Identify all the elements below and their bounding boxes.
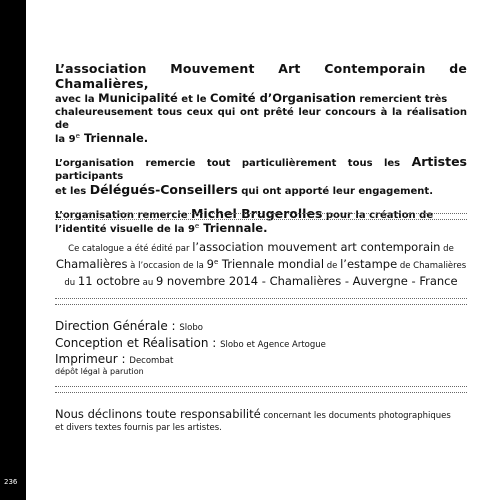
thanks-text: l’identité visuelle de la 9 <box>55 224 195 235</box>
city-name: Chamalières <box>55 257 128 271</box>
thanks-paragraph-2 <box>55 155 467 198</box>
disclaimer-fragment: et divers textes fournis par les artistes. <box>55 423 222 433</box>
credits-section <box>55 318 467 377</box>
disclaimer-fragment: concernant les documents photographiques <box>260 411 451 421</box>
edition-number: 9 <box>206 257 214 271</box>
triennale-name: Triennale mondial <box>218 257 325 271</box>
superscript: e <box>194 222 200 230</box>
thanks-text: avec la <box>55 94 99 105</box>
dotted-divider <box>55 298 467 299</box>
catalogue-section <box>55 240 467 291</box>
delegates-label: Délégués-Conseillers <box>89 182 238 197</box>
catalogue-text <box>55 240 467 291</box>
credit-value: Decombat <box>129 356 174 366</box>
thanks-text: pour la création de <box>322 210 434 221</box>
page-number: 236 <box>4 478 18 486</box>
thanks-text: et le <box>177 94 211 105</box>
dotted-divider <box>55 304 467 305</box>
catalogue-fragment: au <box>139 278 156 288</box>
disclaimer-section <box>55 408 467 434</box>
credit-label: Imprimeur : <box>55 352 130 366</box>
artists-label: Artistes <box>411 154 467 169</box>
thanks-text: L’organisation remercie tout particulièrement tous les <box>55 158 412 169</box>
thanks-text: participants <box>55 171 124 182</box>
triennale-label: Triennale. <box>199 221 268 235</box>
credit-label: Direction Générale : <box>55 319 180 333</box>
thanks-heading: L’association Mouvement Art Contemporain de Chamalières, <box>55 61 467 91</box>
credit-label: Conception et Réalisation : <box>55 336 221 350</box>
catalogue-fragment: du <box>64 278 78 288</box>
start-date: 11 octobre <box>77 274 140 288</box>
thanks-text: chaleureusement tous ceux qui ont prêté leur concours à la réalisation de <box>55 107 467 131</box>
legal-deposit: dépôt légal à parution <box>55 367 144 376</box>
acknowledgements-section <box>55 62 467 236</box>
catalogue-fragment: à l’occasion de la <box>127 261 207 271</box>
association-name: l’association mouvement art contemporain <box>192 240 441 254</box>
superscript: e <box>75 132 80 140</box>
catalogue-fragment: de <box>440 244 454 254</box>
credit-value: Slobo <box>179 323 203 333</box>
dotted-divider <box>55 213 467 214</box>
credit-value: Slobo et Agence Artogue <box>220 340 326 350</box>
triennale-label: Triennale. <box>79 131 149 145</box>
end-date-location: 9 novembre 2014 - Chamalières - Auvergne - France <box>155 274 458 288</box>
thanks-text: L’organisation remercie <box>55 210 191 221</box>
estampe-label: l’estampe <box>340 257 398 271</box>
disclaimer-text <box>55 408 467 434</box>
designer-name: Michel Brugerolles <box>190 206 323 221</box>
thanks-text: qui ont apporté leur engagement. <box>237 186 434 197</box>
dotted-divider <box>55 386 467 387</box>
superscript: e <box>213 258 219 266</box>
credit-conception <box>55 335 467 352</box>
dotted-divider <box>55 392 467 393</box>
catalogue-fragment: Ce catalogue a été édité par <box>68 244 193 254</box>
catalogue-fragment: de Chamalières <box>397 261 467 271</box>
thanks-paragraph-1 <box>55 62 467 146</box>
thanks-text: remercient très <box>355 94 448 105</box>
credit-imprimeur <box>55 352 467 367</box>
catalogue-fragment: de <box>324 261 341 271</box>
thanks-text: la 9 <box>55 134 76 145</box>
credit-direction <box>55 318 467 335</box>
thanks-text: et les <box>55 186 90 197</box>
committee-label: Comité d’Organisation <box>210 91 356 105</box>
disclaimer-heading: Nous déclinons toute responsabilité <box>55 407 261 421</box>
municipality-label: Municipalité <box>98 91 178 105</box>
black-page-spine <box>0 0 26 500</box>
thanks-paragraph-3 <box>55 207 467 236</box>
dotted-divider <box>55 219 467 220</box>
